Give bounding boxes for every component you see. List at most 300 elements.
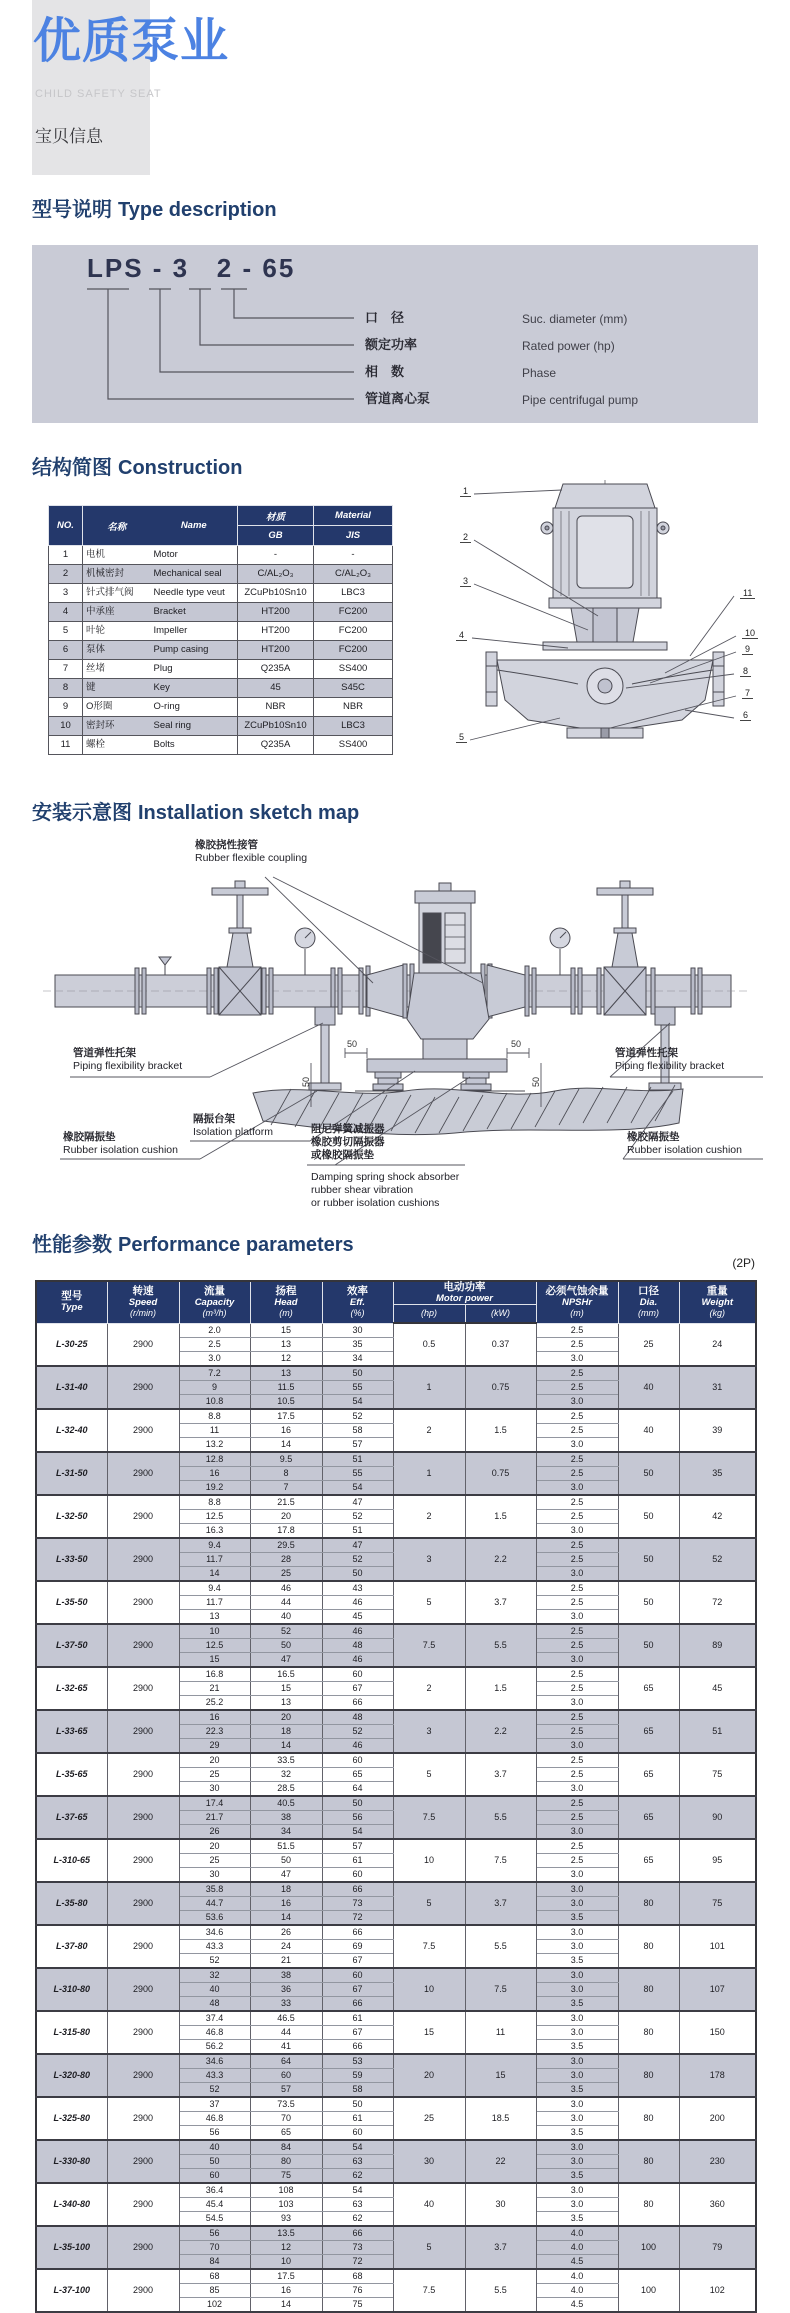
construction-cell-jis: FC200 <box>314 622 393 641</box>
perf-cell: 2.2 <box>465 1538 536 1581</box>
perf-cell: L-30-25 <box>36 1323 107 1366</box>
perf-cell: L-35-50 <box>36 1581 107 1624</box>
perf-cell: 7.5 <box>393 1925 465 1968</box>
perf-cell: 107 <box>679 1968 756 2011</box>
perf-cell: 84 <box>179 2254 250 2269</box>
perf-cell: 9.5 <box>250 1452 322 1467</box>
perf-cell: 11 <box>179 1423 250 1437</box>
perf-cell: 3.5 <box>536 2125 618 2140</box>
perf-cell: 12 <box>250 1351 322 1366</box>
perf-cell: 48 <box>179 1996 250 2011</box>
perf-cell: 18 <box>250 1882 322 1897</box>
part-callout-5: 5 <box>456 732 467 743</box>
construction-cell-gb: Q235A <box>238 660 314 679</box>
perf-cell: 3.0 <box>536 2054 618 2069</box>
perf-cell: 46.8 <box>179 2111 250 2125</box>
perf-cell: 45.4 <box>179 2197 250 2211</box>
construction-cell-jis: - <box>314 546 393 565</box>
construction-cell-no: 9 <box>49 698 83 717</box>
perf-cell: 35.8 <box>179 1882 250 1897</box>
perf-cell: 36.4 <box>179 2183 250 2198</box>
perf-cell: 2.5 <box>536 1423 618 1437</box>
perf-cell: 1.5 <box>465 1495 536 1538</box>
perf-cell: L-35-80 <box>36 1882 107 1925</box>
heading-en: Performance parameters <box>118 1234 354 1256</box>
perf-cell: 2900 <box>107 1667 179 1710</box>
construction-cell-cn: 针式排气阀 <box>83 584 151 603</box>
col-header-name-en: Name <box>151 506 238 546</box>
label-bracket-left: 管道弹性托架 Piping flexibility bracket <box>73 1047 183 1072</box>
construction-cell-en: Impeller <box>151 622 238 641</box>
construction-cell-jis: SS400 <box>314 660 393 679</box>
perf-cell: 79 <box>679 2226 756 2269</box>
perf-cell: 108 <box>250 2183 322 2198</box>
perf-cell: 38 <box>250 1968 322 1983</box>
construction-cell-gb: ZCuPb10Sn10 <box>238 584 314 603</box>
perf-cell: 26 <box>179 1824 250 1839</box>
perf-cell: 73.5 <box>250 2097 322 2112</box>
perf-cell: 28.5 <box>250 1781 322 1796</box>
col-kw: (kW) <box>465 1305 536 1324</box>
perf-cell: 2900 <box>107 1323 179 1366</box>
perf-cell: 56 <box>179 2125 250 2140</box>
perf-cell: 35 <box>679 1452 756 1495</box>
perf-row-L-325-80 <box>36 2097 756 2112</box>
perf-cell: 52 <box>322 1509 393 1523</box>
perf-cell: 15 <box>393 2011 465 2054</box>
perf-cell: 3.0 <box>536 1695 618 1710</box>
perf-cell: 9.4 <box>179 1581 250 1596</box>
part-callout-9: 9 <box>742 644 753 655</box>
perf-cell: 4.0 <box>536 2226 618 2241</box>
perf-cell: 80 <box>618 2054 679 2097</box>
perf-cell: 60 <box>322 2125 393 2140</box>
perf-cell: 1.5 <box>465 1667 536 1710</box>
perf-cell: L-37-80 <box>36 1925 107 1968</box>
perf-cell: 80 <box>618 2011 679 2054</box>
construction-cell-cn: 螺栓 <box>83 736 151 755</box>
perf-cell: 93 <box>250 2211 322 2226</box>
perf-cell: 3.0 <box>536 1867 618 1882</box>
construction-cell-jis: S45C <box>314 679 393 698</box>
perf-cell: 3.0 <box>536 2197 618 2211</box>
perf-cell: L-31-50 <box>36 1452 107 1495</box>
perf-cell: 58 <box>322 1423 393 1437</box>
perf-cell: 36 <box>250 1982 322 1996</box>
perf-cell: 101 <box>679 1925 756 1968</box>
perf-cell: 80 <box>618 1925 679 1968</box>
construction-cell-cn: 叶轮 <box>83 622 151 641</box>
construction-cell-gb: - <box>238 546 314 565</box>
col-npshr: 必须气蚀余量 NPSHr (m) <box>536 1281 618 1323</box>
construction-cell-cn: 电机 <box>83 546 151 565</box>
perf-cell: 2.5 <box>536 1366 618 1381</box>
perf-cell: 7.5 <box>393 2269 465 2312</box>
perf-cell: L-33-65 <box>36 1710 107 1753</box>
perf-cell: 50 <box>250 1853 322 1867</box>
perf-cell: 10.8 <box>179 1394 250 1409</box>
perf-cell: 200 <box>679 2097 756 2140</box>
perf-cell: 11 <box>465 2011 536 2054</box>
perf-cell: 42 <box>679 1495 756 1538</box>
perf-cell: 89 <box>679 1624 756 1667</box>
performance-heading <box>32 1228 354 1257</box>
perf-cell: 46 <box>322 1624 393 1639</box>
construction-cell-en: Bracket <box>151 603 238 622</box>
perf-cell: 65 <box>250 2125 322 2140</box>
perf-cell: 52 <box>679 1538 756 1581</box>
construction-parts-table <box>48 505 393 755</box>
perf-row-L-35-100 <box>36 2226 756 2241</box>
perf-cell: 0.75 <box>465 1452 536 1495</box>
perf-cell: 50 <box>322 1566 393 1581</box>
perf-cell: 10 <box>179 1624 250 1639</box>
perf-cell: 0.37 <box>465 1323 536 1366</box>
perf-cell: 32 <box>250 1767 322 1781</box>
perf-cell: 1 <box>393 1366 465 1409</box>
perf-cell: 58 <box>322 2082 393 2097</box>
construction-cell-en: Plug <box>151 660 238 679</box>
perf-cell: 72 <box>322 1910 393 1925</box>
construction-cell-en: Motor <box>151 546 238 565</box>
perf-cell: 28 <box>250 1552 322 1566</box>
perf-cell: 2900 <box>107 1882 179 1925</box>
heading-zh: 结构简图 <box>32 457 112 479</box>
construction-cell-no: 10 <box>49 717 83 736</box>
construction-cell-cn: 中承座 <box>83 603 151 622</box>
perf-cell: 62 <box>322 2168 393 2183</box>
col-weight: 重量 Weight (kg) <box>679 1281 756 1323</box>
perf-cell: 3.5 <box>536 1953 618 1968</box>
perf-row-L-33-65 <box>36 1710 756 1725</box>
col-capacity: 流量 Capacity (m³/h) <box>179 1281 250 1323</box>
construction-cell-gb: Q235A <box>238 736 314 755</box>
perf-cell: 3.0 <box>179 1351 250 1366</box>
perf-cell: 2.5 <box>536 1724 618 1738</box>
perf-cell: 75 <box>679 1753 756 1796</box>
perf-cell: 75 <box>250 2168 322 2183</box>
model-label-diameter-en: Suc. diameter (mm) <box>522 312 628 326</box>
perf-cell: 50 <box>250 1638 322 1652</box>
perf-cell: L-310-65 <box>36 1839 107 1882</box>
perf-cell: 3.7 <box>465 2226 536 2269</box>
perf-cell: 102 <box>179 2297 250 2312</box>
perf-cell: 150 <box>679 2011 756 2054</box>
perf-cell: 80 <box>618 2097 679 2140</box>
perf-cell: 40 <box>250 1609 322 1624</box>
perf-cell: 2.5 <box>536 1753 618 1768</box>
heading-en: Construction <box>118 457 243 479</box>
perf-cell: 13.5 <box>250 2226 322 2241</box>
perf-cell: 31 <box>679 1366 756 1409</box>
perf-cell: 46 <box>250 1581 322 1596</box>
perf-cell: 50 <box>618 1581 679 1624</box>
perf-row-L-31-50 <box>36 1452 756 1467</box>
perf-cell: 50 <box>322 1366 393 1381</box>
perf-cell: 26 <box>250 1925 322 1940</box>
perf-cell: 60 <box>322 1968 393 1983</box>
label-absorber-en: Damping spring shock absorber rubber shear vibration or rubber isolation cushions <box>311 1171 460 1209</box>
perf-cell: 35 <box>322 1337 393 1351</box>
perf-cell: 5 <box>393 1581 465 1624</box>
installation-sketch <box>15 825 775 1220</box>
label-cushion-left: 橡胶隔振垫 Rubber isolation cushion <box>63 1131 178 1156</box>
perf-cell: 360 <box>679 2183 756 2226</box>
perf-cell: 67 <box>322 2025 393 2039</box>
perf-row-L-37-50 <box>36 1624 756 1639</box>
perf-cell: 25 <box>179 1767 250 1781</box>
dimension-50: 50 <box>531 1076 542 1088</box>
construction-cell-cn: 键 <box>83 679 151 698</box>
perf-cell: 16.5 <box>250 1667 322 1682</box>
perf-cell: 76 <box>322 2283 393 2297</box>
perf-cell: 0.75 <box>465 1366 536 1409</box>
perf-cell: 3.0 <box>536 1968 618 1983</box>
perf-cell: 9.4 <box>179 1538 250 1553</box>
perf-cell: 45 <box>322 1609 393 1624</box>
perf-cell: 8 <box>250 1466 322 1480</box>
perf-cell: 52 <box>322 1409 393 1424</box>
perf-cell: 25 <box>618 1323 679 1366</box>
perf-cell: 65 <box>322 1767 393 1781</box>
brand-tagline: 宝贝信息 <box>35 127 103 146</box>
perf-row-L-32-50 <box>36 1495 756 1510</box>
perf-cell: 48 <box>322 1638 393 1652</box>
perf-cell: 3.5 <box>536 1910 618 1925</box>
perf-cell: 60 <box>322 1753 393 1768</box>
perf-cell: 2.5 <box>536 1409 618 1424</box>
perf-cell: 1 <box>393 1452 465 1495</box>
perf-cell: 7.5 <box>393 1796 465 1839</box>
construction-cell-jis: NBR <box>314 698 393 717</box>
perf-cell: 3.0 <box>536 2140 618 2155</box>
perf-cell: 12 <box>250 2240 322 2254</box>
perf-cell: 64 <box>322 1781 393 1796</box>
perf-cell: 41 <box>250 2039 322 2054</box>
perf-row-L-30-25 <box>36 1323 756 1337</box>
perf-cell: 0.5 <box>393 1323 465 1366</box>
perf-cell: 2900 <box>107 2140 179 2183</box>
perf-cell: 3.0 <box>536 1824 618 1839</box>
perf-cell: 18 <box>250 1724 322 1738</box>
perf-cell: 65 <box>618 1710 679 1753</box>
label-cushion-right: 橡胶隔振垫 Rubber isolation cushion <box>627 1131 742 1156</box>
perf-cell: L-325-80 <box>36 2097 107 2140</box>
perf-cell: 22 <box>465 2140 536 2183</box>
perf-cell: 7.5 <box>465 1968 536 2011</box>
perf-cell: 59 <box>322 2068 393 2082</box>
perf-cell: 3.0 <box>536 2025 618 2039</box>
perf-row-L-32-40 <box>36 1409 756 1424</box>
perf-cell: 2.5 <box>536 1681 618 1695</box>
perf-cell: 85 <box>179 2283 250 2297</box>
perf-cell: 10.5 <box>250 1394 322 1409</box>
perf-cell: 40 <box>618 1366 679 1409</box>
perf-cell: 7 <box>250 1480 322 1495</box>
perf-cell: 52 <box>179 1953 250 1968</box>
perf-cell: 54 <box>322 1394 393 1409</box>
perf-row-L-31-40 <box>36 1366 756 1381</box>
perf-cell: L-31-40 <box>36 1366 107 1409</box>
perf-cell: 3.0 <box>536 2154 618 2168</box>
label-absorber: 阻尼弹簧减振器 橡胶剪切隔振器 或橡胶隔振垫 <box>311 1123 385 1161</box>
perf-cell: 50 <box>618 1495 679 1538</box>
perf-cell: 12.8 <box>179 1452 250 1467</box>
perf-cell: 5.5 <box>465 1925 536 1968</box>
perf-cell: 4.5 <box>536 2254 618 2269</box>
perf-cell: 56 <box>179 2226 250 2241</box>
perf-row-L-330-80 <box>36 2140 756 2155</box>
part-callout-11: 11 <box>740 588 755 599</box>
perf-row-L-32-65 <box>36 1667 756 1682</box>
perf-row-L-340-80 <box>36 2183 756 2198</box>
perf-cell: 67 <box>322 1953 393 1968</box>
perf-cell: 3.5 <box>536 1996 618 2011</box>
perf-cell: 80 <box>250 2154 322 2168</box>
perf-cell: 50 <box>618 1452 679 1495</box>
perf-cell: 29.5 <box>250 1538 322 1553</box>
perf-cell: 17.5 <box>250 1409 322 1424</box>
pole-note: (2P) <box>732 1256 755 1270</box>
construction-cell-gb: HT200 <box>238 603 314 622</box>
construction-cell-en: O-ring <box>151 698 238 717</box>
perf-cell: 57 <box>250 2082 322 2097</box>
perf-cell: 4.5 <box>536 2297 618 2312</box>
perf-cell: 2900 <box>107 1968 179 2011</box>
perf-cell: 8.8 <box>179 1495 250 1510</box>
perf-cell: 80 <box>618 1968 679 2011</box>
perf-cell: 15 <box>179 1652 250 1667</box>
perf-cell: L-340-80 <box>36 2183 107 2226</box>
perf-cell: 3.5 <box>536 2039 618 2054</box>
perf-cell: 44.7 <box>179 1896 250 1910</box>
perf-cell: 61 <box>322 1853 393 1867</box>
construction-cell-jis: FC200 <box>314 641 393 660</box>
perf-cell: 24 <box>679 1323 756 1366</box>
perf-cell: 33 <box>250 1996 322 2011</box>
installation-drawing <box>15 825 775 1220</box>
perf-cell: L-37-50 <box>36 1624 107 1667</box>
perf-cell: 3.0 <box>536 1738 618 1753</box>
perf-cell: 2.5 <box>536 1667 618 1682</box>
dimension-50: 50 <box>511 1039 522 1049</box>
construction-cell-no: 4 <box>49 603 83 622</box>
perf-cell: 3.0 <box>536 1609 618 1624</box>
perf-cell: L-320-80 <box>36 2054 107 2097</box>
perf-cell: 25.2 <box>179 1695 250 1710</box>
perf-cell: 54 <box>322 1824 393 1839</box>
perf-row-L-310-80 <box>36 1968 756 1983</box>
perf-cell: 16 <box>250 2283 322 2297</box>
perf-cell: 20 <box>179 1753 250 1768</box>
perf-cell: 60 <box>322 1667 393 1682</box>
perf-cell: 47 <box>322 1495 393 1510</box>
perf-cell: 67 <box>322 1681 393 1695</box>
perf-cell: 5 <box>393 1882 465 1925</box>
perf-cell: 22.3 <box>179 1724 250 1738</box>
perf-cell: 2900 <box>107 1710 179 1753</box>
perf-cell: 46.8 <box>179 2025 250 2039</box>
construction-cell-no: 7 <box>49 660 83 679</box>
construction-cell-no: 6 <box>49 641 83 660</box>
perf-cell: 20 <box>393 2054 465 2097</box>
construction-cell-jis: FC200 <box>314 603 393 622</box>
col-eff: 效率 Eff. (%) <box>322 1281 393 1323</box>
perf-cell: 2900 <box>107 1538 179 1581</box>
perf-cell: L-35-65 <box>36 1753 107 1796</box>
perf-cell: 3.0 <box>536 2183 618 2198</box>
perf-cell: 2.5 <box>536 1796 618 1811</box>
col-header-jis: JIS <box>314 526 393 546</box>
perf-cell: 2 <box>393 1409 465 1452</box>
construction-cell-gb: 45 <box>238 679 314 698</box>
perf-cell: 73 <box>322 2240 393 2254</box>
perf-cell: 2.5 <box>536 1767 618 1781</box>
perf-cell: 20 <box>250 1710 322 1725</box>
pump-cross-section-drawing <box>450 478 760 768</box>
heading-en: Type description <box>118 199 277 221</box>
part-callout-4: 4 <box>456 630 467 641</box>
perf-cell: 3.0 <box>536 1394 618 1409</box>
perf-row-L-37-65 <box>36 1796 756 1811</box>
perf-cell: 21 <box>250 1953 322 1968</box>
perf-cell: 2.5 <box>536 1509 618 1523</box>
perf-cell: 25 <box>393 2097 465 2140</box>
perf-cell: 50 <box>322 2097 393 2112</box>
perf-row-L-35-65 <box>36 1753 756 1768</box>
perf-cell: 62 <box>322 2211 393 2226</box>
construction-diagram <box>450 478 760 768</box>
perf-cell: 2.5 <box>536 1552 618 1566</box>
perf-cell: L-32-65 <box>36 1667 107 1710</box>
model-label-power-zh: 额定功率 <box>365 337 418 352</box>
perf-cell: 33.5 <box>250 1753 322 1768</box>
col-header-gb: GB <box>238 526 314 546</box>
perf-cell: 56 <box>322 1810 393 1824</box>
perf-cell: 5.5 <box>465 1796 536 1839</box>
col-motor-power: 电动功率 Motor power <box>393 1281 536 1305</box>
construction-cell-en: Needle type veut <box>151 584 238 603</box>
part-callout-7: 7 <box>742 688 753 699</box>
col-header-material-zh: 材质 <box>238 506 314 526</box>
model-label-series-zh: 管道离心泵 <box>365 391 431 406</box>
perf-cell: 54 <box>322 1480 393 1495</box>
perf-cell: 40 <box>618 1409 679 1452</box>
col-header-material-en: Material <box>314 506 393 526</box>
perf-cell: 3.0 <box>536 1480 618 1495</box>
perf-cell: 3.0 <box>536 1437 618 1452</box>
part-callout-3: 3 <box>460 576 471 587</box>
part-callout-2: 2 <box>460 532 471 543</box>
perf-cell: 34.6 <box>179 2054 250 2069</box>
perf-cell: 2900 <box>107 1925 179 1968</box>
construction-cell-no: 2 <box>49 565 83 584</box>
perf-cell: 21 <box>179 1681 250 1695</box>
perf-cell: 2900 <box>107 1366 179 1409</box>
perf-cell: 7.5 <box>393 1624 465 1667</box>
model-label-phase-zh: 相 数 <box>365 364 405 379</box>
perf-cell: 45 <box>679 1667 756 1710</box>
perf-cell: 103 <box>250 2197 322 2211</box>
perf-cell: L-35-100 <box>36 2226 107 2269</box>
perf-cell: 61 <box>322 2111 393 2125</box>
heading-zh: 型号说明 <box>32 199 112 221</box>
perf-cell: 66 <box>322 2226 393 2241</box>
heading-zh: 安装示意图 <box>32 802 132 824</box>
perf-cell: 12.5 <box>179 1638 250 1652</box>
perf-cell: L-37-65 <box>36 1796 107 1839</box>
perf-cell: 38 <box>250 1810 322 1824</box>
